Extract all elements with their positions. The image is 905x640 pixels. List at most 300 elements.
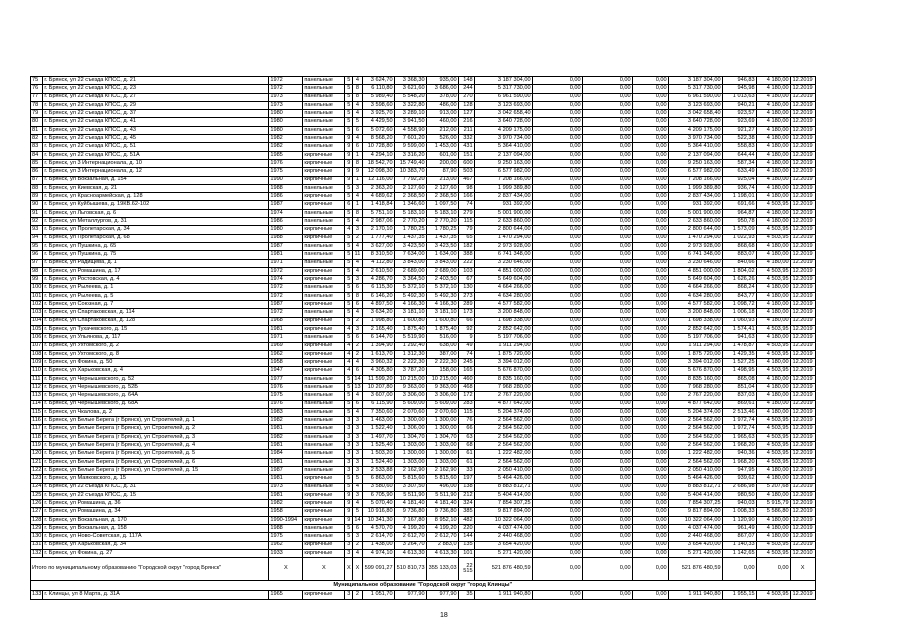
table-cell: г. Брянск, ул 22 съезда КПСС, д. 21 xyxy=(43,77,269,85)
table-cell: 6 115,30 xyxy=(362,284,394,292)
table-cell: 1974 xyxy=(269,209,303,217)
table-cell: 14 xyxy=(354,375,361,382)
table-cell: 1980 xyxy=(269,226,303,234)
table-cell: 5 001 900,00 xyxy=(474,209,532,217)
table-cell: 0,00 xyxy=(582,425,632,433)
table-cell: 2 770,20 xyxy=(426,218,458,226)
table-cell: 1 911 940,80 xyxy=(474,591,532,599)
table-cell: 3 394 012,00 xyxy=(474,359,532,367)
table-cell: 5 xyxy=(345,242,353,250)
table-row xyxy=(31,425,816,433)
table-cell: 2 564 562,00 xyxy=(668,425,722,433)
table-cell: 99 xyxy=(31,276,43,284)
table-cell: 78 xyxy=(31,101,43,109)
table-cell: 1 999 389,80 xyxy=(474,184,532,192)
table-cell: 12.2019 xyxy=(790,334,815,342)
table-cell: 1 498,95 xyxy=(722,367,756,375)
table-cell: 222 xyxy=(458,259,474,267)
table-cell: 3 xyxy=(353,433,362,441)
table-cell: 4 180,00 xyxy=(756,168,790,176)
table-cell: 1987 xyxy=(269,466,303,474)
table-cell: 108 xyxy=(32,350,42,357)
table-cell: 0,00 xyxy=(632,159,668,167)
table-cell: 4 877 642,00 xyxy=(474,400,532,408)
table-cell: 12.2019 xyxy=(790,525,815,533)
table-cell: 80 xyxy=(31,118,43,126)
table-cell: 5 676 870,00 xyxy=(668,367,722,375)
table-cell: панельные xyxy=(303,450,345,458)
table-cell: панельные xyxy=(303,383,345,391)
table-cell: 4 180,00 xyxy=(756,301,790,309)
table-cell: 4 xyxy=(353,483,362,491)
table-cell: 2 564 562,00 xyxy=(474,442,532,450)
table-cell: 0,00 xyxy=(582,500,632,508)
table-cell: 1 972,74 xyxy=(722,425,756,433)
table-cell: 0,00 xyxy=(582,101,632,109)
table-cell: 12.2019 xyxy=(790,450,815,458)
table-cell: 4 xyxy=(345,325,353,333)
table-cell: 5 317 730,00 xyxy=(668,85,722,93)
table-cell: 3 624,70 xyxy=(362,77,394,85)
table-cell: 3 941,50 xyxy=(394,118,426,126)
table-cell: 7 208 166,00 xyxy=(668,176,722,184)
table-cell: 3 123 693,00 xyxy=(474,101,532,109)
table-cell: 4 037 474,00 xyxy=(474,525,532,533)
table-cell: кирпичные xyxy=(303,516,345,524)
table-cell: 1 006,18 xyxy=(722,309,756,317)
table-cell: 49 xyxy=(458,342,474,350)
table-cell: 1 xyxy=(353,151,362,159)
table-cell: 12.2019 xyxy=(790,458,815,466)
table-cell: 5 xyxy=(345,317,353,325)
table-cell: 4 664 266,00 xyxy=(668,284,722,292)
table-cell: 2 xyxy=(353,541,362,549)
table-cell: 961,49 xyxy=(722,525,756,533)
table-cell: 843,77 xyxy=(722,292,756,300)
table-row xyxy=(31,301,816,309)
table-cell: 9 xyxy=(345,159,353,167)
table-cell: 5 xyxy=(353,118,362,126)
table-cell: г. Брянск, ул Ухтомского, д. 2 xyxy=(43,342,269,350)
table-cell: 12.2019 xyxy=(790,159,815,167)
table-cell: 5 xyxy=(345,301,353,309)
table-cell: 1 300,00 xyxy=(426,417,458,425)
table-cell: панельные xyxy=(303,392,345,400)
table-cell: 840,66 xyxy=(722,259,756,267)
table-cell: 18 542,70 xyxy=(362,159,394,167)
table-cell: 0,00 xyxy=(582,433,632,441)
table-cell: 0,00 xyxy=(582,77,632,85)
table-cell: 109 xyxy=(32,358,42,365)
table-cell: 1947 xyxy=(269,367,303,375)
table-cell: 5 492,30 xyxy=(394,292,426,300)
table-cell: 0,00 xyxy=(532,591,582,599)
table-row xyxy=(31,93,816,101)
table-cell: панельные xyxy=(303,533,345,541)
table-cell: 61 xyxy=(458,458,474,466)
total-cell: 0,00 xyxy=(632,558,668,581)
table-cell: 0,00 xyxy=(532,375,582,383)
table-cell: 125 xyxy=(32,491,42,498)
table-row xyxy=(31,292,816,300)
table-cell: 245 xyxy=(458,359,474,367)
table-cell: 1972 xyxy=(269,77,303,85)
table-cell: 6 xyxy=(353,367,362,375)
table-cell: 0,00 xyxy=(532,101,582,109)
table-cell: 503 xyxy=(458,168,474,176)
table-cell: 0,00 xyxy=(582,408,632,416)
table-cell: 1958 xyxy=(269,359,303,367)
table-cell: 0,00 xyxy=(532,500,582,508)
table-cell: 4 503,95 xyxy=(756,433,790,441)
table-cell: 98 xyxy=(458,184,474,192)
table-cell: 1 698 338,00 xyxy=(668,317,722,325)
table-cell: 126 xyxy=(32,499,42,506)
table-cell: 2 533,88 xyxy=(362,466,394,474)
table-cell: 1 626,26 xyxy=(722,276,756,284)
table-cell: 0,00 xyxy=(532,201,582,209)
table-cell: 92 xyxy=(31,218,43,226)
total-row xyxy=(31,558,816,581)
table-cell: кирпичные xyxy=(303,359,345,367)
table-cell: 941,63 xyxy=(722,334,756,342)
table-cell: 4 180,00 xyxy=(756,475,790,483)
table-cell: 1990-1994 xyxy=(269,516,303,524)
table-cell: 1 998,80 xyxy=(362,317,394,325)
table-cell: 12.2019 xyxy=(790,417,815,425)
table-cell: 633,49 xyxy=(722,168,756,176)
table-cell: 123 xyxy=(32,475,42,482)
table-row xyxy=(31,168,816,176)
page-number: 18 xyxy=(440,612,448,619)
table-cell: г. Брянск, ул Ромашина, д. 17 xyxy=(43,267,269,275)
table-cell: 128 xyxy=(458,101,474,109)
table-cell: кирпичные xyxy=(303,367,345,375)
table-cell: 2 987,06 xyxy=(362,218,394,226)
table-cell: 4 503,95 xyxy=(756,267,790,275)
table-cell: 1 303,00 xyxy=(394,442,426,450)
table-row xyxy=(31,284,816,292)
table-cell: 1 780,25 xyxy=(394,226,426,234)
table-cell: 115 xyxy=(32,408,41,415)
table-cell: 5 183,10 xyxy=(426,209,458,217)
table-cell: 0,00 xyxy=(582,176,632,184)
table-cell: 9 736,80 xyxy=(394,508,426,516)
table-cell: 3 xyxy=(353,325,362,333)
table-cell: 9 xyxy=(345,500,353,508)
table-cell: 2 767 220,00 xyxy=(668,392,722,400)
table-cell: 4 974,10 xyxy=(362,549,394,557)
table-cell: 5 207,68 xyxy=(756,483,790,491)
table-cell: 68 xyxy=(458,442,474,450)
table-cell: г. Брянск, ул 22 съезда КПСС, д. 27 xyxy=(43,93,269,101)
table-cell: 12.2019 xyxy=(790,151,815,159)
table-cell: 1983 xyxy=(269,408,303,416)
table-cell: 8 835 160,00 xyxy=(668,375,722,383)
table-cell: 3 230 646,00 xyxy=(474,259,532,267)
total-cell: X xyxy=(303,558,345,581)
table-cell: 2 xyxy=(353,591,362,599)
table-cell: 4 xyxy=(345,367,353,375)
table-cell: 2 363,20 xyxy=(362,184,394,192)
table-cell: 4 xyxy=(353,500,362,508)
table-cell: 0,00 xyxy=(532,425,582,433)
table-cell: 1 306,00 xyxy=(394,425,426,433)
table-cell: 460 xyxy=(458,375,474,383)
table-cell: панельные xyxy=(303,458,345,466)
table-cell: 9 250 163,00 xyxy=(474,159,532,167)
table-cell: 2 050 410,00 xyxy=(668,466,722,474)
total-cell: 521 876 480,59 xyxy=(668,558,722,581)
table-cell: панельные xyxy=(303,101,345,109)
table-cell: 516,00 xyxy=(426,334,458,342)
table-cell: 6 705,90 xyxy=(362,491,394,499)
table-cell: 2 127,60 xyxy=(426,184,458,192)
table-cell: 387,00 xyxy=(426,350,458,358)
table-cell: 2 170,10 xyxy=(362,226,394,234)
table-row xyxy=(31,101,816,109)
table-cell: 12.2019 xyxy=(790,226,815,234)
table-cell: 0,00 xyxy=(582,110,632,118)
table-cell: 1 875 720,00 xyxy=(668,350,722,358)
table-cell: 5 609,00 xyxy=(426,400,458,408)
table-cell: панельные xyxy=(303,251,345,259)
table-cell: 1973 xyxy=(269,93,303,101)
table-cell: 135 xyxy=(458,541,474,549)
table-cell: 4 503,95 xyxy=(756,541,790,549)
table-cell: 4 689,62 xyxy=(362,193,394,201)
table-cell: 1984 xyxy=(269,450,303,458)
table-cell: 1972 xyxy=(269,85,303,93)
table-cell: 0,00 xyxy=(632,408,668,416)
table-cell: 5 649 604,00 xyxy=(474,276,532,284)
table-cell: 1 292,40 xyxy=(394,342,426,350)
table-cell: панельные xyxy=(303,466,345,474)
table-cell: 1980 xyxy=(269,126,303,134)
table-cell: 2 165,40 xyxy=(362,325,394,333)
table-cell: 77 xyxy=(31,93,43,101)
table-row xyxy=(31,77,816,85)
table-cell: 3 181,10 xyxy=(426,309,458,317)
table-cell: 3 843,00 xyxy=(426,259,458,267)
table-cell: 4 xyxy=(353,135,362,143)
table-cell: 130 xyxy=(458,284,474,292)
table-cell: 111 xyxy=(31,375,43,383)
table-cell: 0,00 xyxy=(582,392,632,400)
table-cell: 9 xyxy=(345,491,353,499)
table-cell: 5 197 706,00 xyxy=(668,334,722,342)
table-cell: 0,00 xyxy=(532,392,582,400)
table-cell: 4 xyxy=(353,218,362,226)
table-cell: 7 854 307,25 xyxy=(668,500,722,508)
table-cell: 4 294,10 xyxy=(362,151,394,159)
table-cell: г. Брянск, ул Спартаковская, д. 128 xyxy=(43,317,269,325)
table-cell: 120 xyxy=(32,450,42,457)
table-cell: 98 xyxy=(31,267,43,275)
table-cell: г. Брянск, ул Пролетарская, д. 34 xyxy=(43,226,269,234)
table-cell: 2 070,60 xyxy=(426,408,458,416)
table-cell: кирпичные xyxy=(303,276,345,284)
table-cell: 5 676 870,00 xyxy=(474,367,532,375)
table-cell: 1 097,50 xyxy=(426,201,458,209)
table-cell: 9 817 894,00 xyxy=(474,508,532,516)
table-cell: 4 180,00 xyxy=(756,466,790,474)
table-cell: 0,00 xyxy=(632,184,668,192)
table-cell: 4 180,00 xyxy=(756,151,790,159)
table-cell: 378,00 xyxy=(426,93,458,101)
table-cell: 0,00 xyxy=(532,292,582,300)
total-cell: X xyxy=(345,558,353,581)
table-cell: 1933 xyxy=(269,549,303,557)
table-cell: 12.2019 xyxy=(790,342,815,350)
table-cell: 9 xyxy=(353,168,362,176)
table-cell: 4 xyxy=(353,242,362,250)
table-cell: 12.2019 xyxy=(790,359,815,367)
table-cell: г. Брянск, ул Чернышевского, д. 52Б xyxy=(43,383,269,391)
table-cell: 1 300,00 xyxy=(426,450,458,458)
table-cell: 94 xyxy=(31,234,43,242)
table-cell: 9 250 163,00 xyxy=(668,159,722,167)
table-cell: 10 916,80 xyxy=(362,508,394,516)
table-cell: 3 xyxy=(345,549,353,557)
table-cell: 4 634 280,00 xyxy=(668,292,722,300)
table-cell: 9 xyxy=(458,334,474,342)
table-cell: 4 180,00 xyxy=(756,491,790,499)
table-cell: 0,00 xyxy=(532,417,582,425)
table-cell: 5 xyxy=(345,375,353,383)
table-cell: 3 200 848,00 xyxy=(668,309,722,317)
table-cell: 5 xyxy=(345,85,353,93)
table-cell: 385 xyxy=(458,508,474,516)
table-cell: 0,00 xyxy=(632,176,668,184)
table-cell: 4 xyxy=(353,309,362,317)
table-cell: 964,87 xyxy=(722,209,756,217)
table-cell: 1972 xyxy=(269,267,303,275)
table-cell: 6 146,20 xyxy=(362,292,394,300)
table-cell: 12.2019 xyxy=(790,259,815,267)
table-cell: 5 xyxy=(345,525,353,533)
table-cell: 9 363,00 xyxy=(426,383,458,391)
table-cell: панельные xyxy=(303,433,345,441)
table-cell: 947,95 xyxy=(722,466,756,474)
table-cell: 5 xyxy=(345,475,353,483)
table-cell: 61 xyxy=(458,450,474,458)
table-cell: 1981 xyxy=(269,425,303,433)
table-cell: 0,00 xyxy=(632,242,668,250)
table-cell: кирпичные xyxy=(303,151,345,159)
table-cell: 1 911 294,00 xyxy=(474,342,532,350)
table-cell: 15 749,40 xyxy=(394,159,426,167)
table-cell: 4 xyxy=(353,408,362,416)
table-cell: кирпичные xyxy=(303,508,345,516)
table-cell: 0,00 xyxy=(532,209,582,217)
table-cell: панельные xyxy=(303,135,345,143)
table-cell: 2 222,30 xyxy=(394,359,426,367)
table-cell: 0,00 xyxy=(632,168,668,176)
table-cell: 867,07 xyxy=(722,533,756,541)
table-cell: 5 519,90 xyxy=(394,334,426,342)
table-cell: 3 xyxy=(353,442,362,450)
table-cell: 587,34 xyxy=(722,159,756,167)
table-cell: 10 215,00 xyxy=(394,375,426,383)
table-cell: 2 800 644,00 xyxy=(668,226,722,234)
table-cell: 87 xyxy=(31,176,43,184)
table-cell: 5 649 604,00 xyxy=(668,276,722,284)
table-cell: 2 564 562,00 xyxy=(668,433,722,441)
table-cell: 0,00 xyxy=(582,350,632,358)
houses-table xyxy=(30,76,816,600)
table-cell: 8 xyxy=(353,209,362,217)
table-cell: 522,38 xyxy=(722,135,756,143)
table-row xyxy=(31,234,816,242)
table-cell: 5 xyxy=(345,126,353,134)
table-cell: 172 xyxy=(458,392,474,400)
table-row xyxy=(31,466,816,474)
table-cell: 4 180,00 xyxy=(756,392,790,400)
table-cell: 3 423,50 xyxy=(426,242,458,250)
table-cell: 7 601,20 xyxy=(394,135,426,143)
table-cell: 0,00 xyxy=(632,226,668,234)
total-cell: 0,00 xyxy=(582,558,632,581)
table-cell: 935,00 xyxy=(426,77,458,85)
table-cell: 4 877 642,00 xyxy=(668,400,722,408)
table-cell: 2 222,30 xyxy=(426,359,458,367)
table-cell: 1 698 338,00 xyxy=(474,317,532,325)
table-cell: 2 xyxy=(353,342,362,350)
table-cell: 0,00 xyxy=(532,251,582,259)
table-cell: 0,00 xyxy=(532,284,582,292)
table-cell: 1975 xyxy=(269,533,303,541)
table-cell: 3 200 848,00 xyxy=(474,309,532,317)
table-cell: 213,00 xyxy=(426,176,458,184)
table-cell: 1 478,87 xyxy=(722,342,756,350)
table-cell: 3 187 304,00 xyxy=(474,77,532,85)
table-cell: 106 xyxy=(32,334,42,341)
table-cell: 0,00 xyxy=(632,450,668,458)
table-cell: 1973 xyxy=(269,483,303,491)
table-cell: 4 xyxy=(345,342,353,350)
total-cell: 0,00 xyxy=(722,558,756,581)
table-cell: 3 xyxy=(353,450,362,458)
table-cell: панельные xyxy=(303,184,345,192)
table-cell: 89 xyxy=(31,193,43,201)
table-row xyxy=(31,408,816,416)
table-cell: 5 xyxy=(345,234,353,242)
table-cell: 0,00 xyxy=(582,193,632,201)
table-cell: 3 634,20 xyxy=(362,309,394,317)
table-cell: 101 xyxy=(32,292,42,299)
table-cell: 12.2019 xyxy=(790,101,815,109)
table-cell: г. Брянск, ул 22 съезда КПСС, д. 51 xyxy=(43,143,269,151)
table-cell: 2 440 468,00 xyxy=(474,533,532,541)
table-cell: 86 xyxy=(31,168,43,176)
table-row xyxy=(31,309,816,317)
table-cell: 1971 xyxy=(269,334,303,342)
table-cell: 6 741 348,00 xyxy=(474,251,532,259)
table-cell: 7 968 280,00 xyxy=(668,383,722,391)
table-cell: 76 xyxy=(458,417,474,425)
table-cell: 12.2019 xyxy=(790,77,815,85)
table-cell: 9 599,00 xyxy=(394,143,426,151)
table-row xyxy=(31,325,816,333)
table-cell: панельные xyxy=(303,309,345,317)
table-cell: 2 612,70 xyxy=(394,533,426,541)
table-cell: 1 120,90 xyxy=(722,516,756,524)
table-cell: 12.2019 xyxy=(790,309,815,317)
table-cell: 128 xyxy=(32,516,42,523)
table-cell: 127 xyxy=(32,508,42,515)
table-cell: 212 xyxy=(458,491,474,499)
